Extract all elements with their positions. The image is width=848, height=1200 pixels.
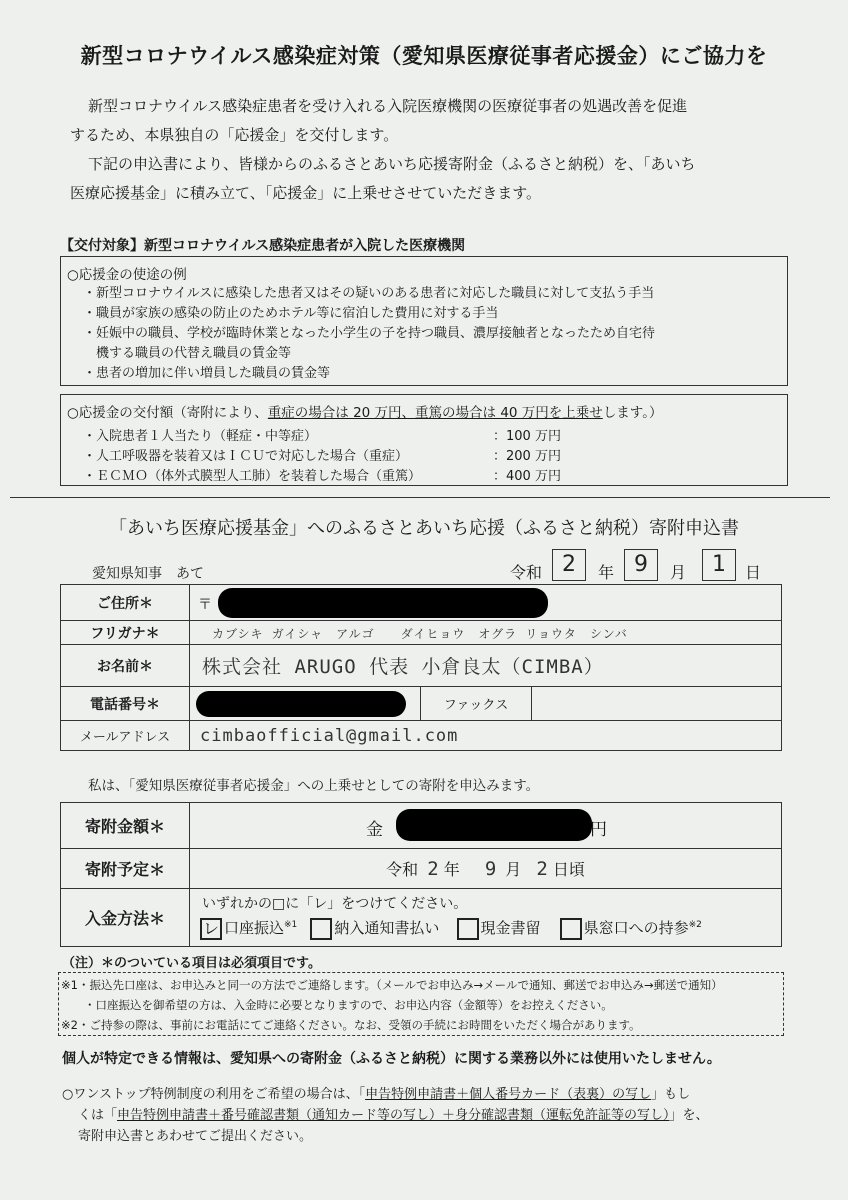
schedule-month-unit: 月 — [505, 860, 522, 879]
donation-statement: 私は、「愛知県医療従事者応援金」への上乗せとしての寄附を申込みます。 — [88, 778, 540, 794]
option-bank-transfer[interactable] — [200, 917, 297, 940]
amount-row-value: ：400 万円 — [493, 469, 561, 484]
address-label: ご住所＊ — [61, 585, 190, 621]
amount-prefix: 金 — [366, 820, 383, 840]
phone-label: 電話番号＊ — [61, 687, 190, 721]
checkbox-registered-mail[interactable] — [457, 918, 479, 940]
onestop-line2 — [78, 1104, 709, 1123]
schedule-field[interactable] — [190, 849, 782, 889]
onestop-text: 」を、 — [669, 1108, 709, 1123]
redaction — [196, 691, 406, 717]
option-label: 口座振込 — [224, 919, 285, 937]
onestop-line3: 寄附申込書とあわせてご提出ください。 — [78, 1129, 313, 1144]
uses-item: ・新型コロナウイルスに感染した患者又はその疑いのある患者に対応した職員に対して支払う手当 — [83, 286, 655, 301]
method-instruction: いずれかの□に「レ」をつけてください。 — [202, 896, 468, 912]
schedule-day: 2 — [536, 858, 549, 880]
schedule-day-unit: 日頃 — [552, 860, 585, 879]
amount-heading — [67, 401, 662, 421]
email-label: メールアドレス — [61, 721, 190, 751]
phone-field[interactable] — [190, 687, 421, 721]
checkbox-counter[interactable] — [560, 918, 582, 940]
amount-row-value: ：100 万円 — [493, 429, 561, 444]
amount-field[interactable] — [190, 803, 782, 849]
amount-heading-b: 重症の場合は 20 万円、重篤の場合は 40 万円を上乗せ — [267, 405, 603, 421]
furigana-label: フリガナ＊ — [61, 621, 190, 645]
form-title: 「あいち医療応援基金」へのふるさとあいち応援（ふるさと納税）寄附申込書 — [109, 518, 739, 539]
fax-field[interactable] — [532, 687, 782, 721]
method-options — [200, 917, 702, 940]
furigana-value: カブシキ ガイシャ アルゴ ダイヒョウ オグラ リョウタ シンバ — [212, 627, 628, 641]
fax-label: ファックス — [421, 687, 532, 721]
uses-box — [60, 256, 788, 386]
name-field[interactable] — [190, 645, 782, 687]
redaction — [396, 809, 592, 841]
amount-row-value: ：200 万円 — [493, 449, 561, 464]
amount-row-label: ・ＥＣＭＯ（体外式膜型人工肺）を装着した場合（重篤） — [83, 469, 422, 484]
donation-table — [60, 802, 782, 947]
day-unit: 日 — [745, 563, 762, 582]
method-label: 入金方法＊ — [61, 889, 190, 947]
option-registered-mail[interactable] — [457, 917, 541, 940]
option-label: 納入通知書払い — [334, 919, 440, 937]
month-unit: 月 — [670, 563, 687, 582]
onestop-doc: 申告特例申請書＋個人番号カード（表裏）の写し — [365, 1087, 652, 1102]
amount-heading-a: ○応援金の交付額（寄附により、 — [67, 405, 268, 421]
schedule-month: 9 — [484, 858, 498, 880]
privacy-notice: 個人が特定できる情報は、愛知県への寄附金（ふるさと納税）に関する業務以外には使用いたしません。 — [62, 1051, 721, 1067]
applicant-table — [60, 584, 782, 751]
option-note-ref: ※2 — [688, 920, 702, 930]
option-payment-slip[interactable] — [310, 917, 439, 940]
intro-p2-line1: 下記の申込書により、皆様からのふるさとあいち応援寄附金（ふるさと納税）を、「あいち — [88, 155, 696, 173]
onestop-doc: 申告特例申請書＋番号確認書類（通知カード等の写し）＋身分確認書類（運転免許証等の写し） — [117, 1108, 670, 1123]
year-field[interactable]: 2 — [552, 549, 586, 581]
intro-p2-line2: 医療応援基金」に積み立て、「応援金」に上乗せさせていただきます。 — [70, 184, 542, 202]
uses-item: ・妊娠中の職員、学校が臨時休業となった小学生の子を持つ職員、濃厚接触者となったため自宅待 — [83, 326, 656, 341]
note-2: ※2・ご持参の際は、事前にお電話にてご連絡ください。なお、受領の手続にお時間をいただく場合があります。 — [61, 1018, 641, 1032]
onestop-text: ○ワンストップ特例制度の利用をご希望の場合は、「 — [62, 1087, 366, 1102]
schedule-year-unit: 年 — [443, 860, 460, 879]
name-value: 株式会社 ARUGO 代表 小倉良太（CIMBA） — [202, 656, 604, 678]
intro-p1-line2: するため、本県独自の「応援金」を交付します。 — [70, 126, 399, 144]
year-unit: 年 — [598, 563, 615, 582]
intro-p1-line1: 新型コロナウイルス感染症患者を受け入れる入院医療機関の医療従事者の処遇改善を促進 — [88, 97, 688, 115]
uses-item: 機する職員の代替え職員の賃金等 — [83, 346, 292, 361]
day-field[interactable]: 1 — [702, 549, 736, 581]
onestop-text: 」もし — [651, 1087, 691, 1102]
month-field[interactable]: 9 — [624, 549, 658, 581]
postal-mark: 〒 — [198, 597, 212, 613]
option-label: 県窓口への持参 — [583, 919, 689, 937]
addressee: 愛知県知事 あて — [92, 566, 204, 582]
amount-heading-c: します。） — [602, 405, 663, 421]
note-1b: ・口座振込を御希望の方は、入金時に必要となりますので、お申込内容（金額等）をお控えください。 — [61, 998, 613, 1012]
amount-box — [60, 394, 788, 486]
option-note-ref: ※1 — [284, 920, 298, 930]
uses-heading: ○応援金の使途の例 — [67, 267, 187, 283]
email-field[interactable] — [190, 721, 782, 751]
section-divider — [10, 497, 830, 498]
required-note: （注）＊のついている項目は必須項目です。 — [62, 956, 321, 971]
amount-row-label: ・入院患者１人当たり（軽症・中等症） — [83, 429, 318, 444]
page-title: 新型コロナウイルス感染症対策（愛知県医療従事者応援金）にご協力を — [80, 44, 768, 68]
amount-suffix: 円 — [590, 820, 607, 840]
amount-row-label: ・人工呼吸器を装着又はＩＣＵで対応した場合（重症） — [83, 449, 409, 464]
option-label: 現金書留 — [480, 919, 541, 937]
uses-item: ・患者の増加に伴い増員した職員の賃金等 — [83, 366, 331, 381]
notes-box — [58, 972, 784, 1036]
uses-item: ・職員が家族の感染の防止のためホテル等に宿泊した費用に対する手当 — [83, 306, 499, 321]
onestop-line1 — [62, 1083, 690, 1102]
schedule-year: 2 — [427, 858, 440, 880]
schedule-era: 令和 — [386, 860, 419, 879]
furigana-field[interactable] — [190, 621, 782, 645]
note-1a: ※1・振込先口座は、お申込みと同一の方法でご連絡します。（メールでお申込み→メールで通知、郵送でお申込み→郵送で通知） — [61, 978, 723, 992]
method-field — [190, 889, 782, 947]
checkbox-bank-transfer[interactable]: レ — [200, 918, 222, 940]
date-era: 令和 — [510, 563, 543, 582]
schedule-label: 寄附予定＊ — [61, 849, 190, 889]
amount-label: 寄附金額＊ — [61, 803, 190, 849]
address-field[interactable] — [190, 585, 782, 621]
option-counter[interactable] — [560, 917, 702, 940]
target-heading: 【交付対象】新型コロナウイルス感染症患者が入院した医療機関 — [60, 238, 466, 254]
redaction — [218, 588, 548, 618]
email-value: cimbaofficial@gmail.com — [200, 725, 459, 746]
onestop-text: くは「 — [78, 1108, 118, 1123]
name-label: お名前＊ — [61, 645, 190, 687]
checkbox-payment-slip[interactable] — [310, 918, 332, 940]
